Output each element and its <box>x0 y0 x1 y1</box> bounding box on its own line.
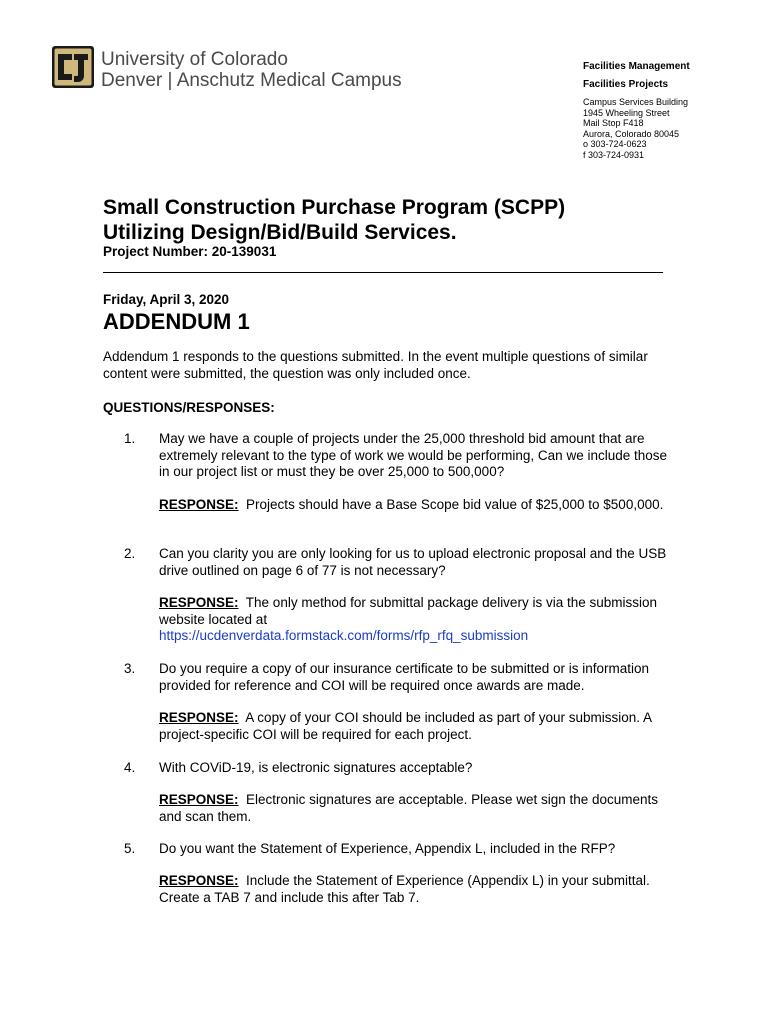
campus-name: Denver | Anschutz Medical Campus <box>101 70 402 91</box>
address-block <box>583 97 688 161</box>
title-line-1: Small Construction Purchase Program (SCPP) <box>103 196 566 219</box>
item-number: 3. <box>124 661 136 676</box>
addendum-title: ADDENDUM 1 <box>103 309 250 334</box>
response-text: Include the Statement of Experience (Appendix L) in your submittal. Create a TAB 7 and include this after Tab 7. <box>159 873 650 905</box>
submission-link[interactable]: https://ucdenverdata.formstack.com/forms/rfp_rfq_submission <box>159 628 529 643</box>
response-text: The only method for submittal package delivery is via the submission website located at <box>159 595 657 627</box>
questions-heading: QUESTIONS/RESPONSES: <box>103 400 275 415</box>
response-label: RESPONSE: <box>159 792 239 807</box>
fax-line: f 303-724-0931 <box>583 149 645 160</box>
address-line: Campus Services Building <box>583 97 689 107</box>
divider <box>103 272 663 273</box>
response-label: RESPONSE: <box>159 873 239 888</box>
document-title <box>103 195 565 245</box>
address-line: Mail Stop F418 <box>583 118 644 129</box>
item-number: 2. <box>124 546 136 561</box>
address-line: 1945 Wheeling Street <box>583 107 670 118</box>
item-number: 5. <box>124 841 136 856</box>
intro-paragraph: Addendum 1 responds to the questions submitted. In the event multiple questions of similar content were submitted, the question was only included once. <box>103 349 648 381</box>
response-label: RESPONSE: <box>159 595 239 610</box>
question-text: May we have a couple of projects under the 25,000 threshold bid amount that are extremely relevant to the type of work we would be performing, Can we include those in our project list or must they be over 25,000 to 500,000? <box>159 431 668 479</box>
response-text: A copy of your COI should be included as part of your submission. A project-specific COI will be required for each project. <box>159 710 652 742</box>
title-line-2: Utilizing Design/Bid/Build Services. <box>103 221 457 244</box>
question-text: Do you want the Statement of Experience, Appendix L, included in the RFP? <box>159 841 616 856</box>
university-name: University of Colorado <box>101 49 288 70</box>
response-block <box>159 710 679 743</box>
response-block <box>159 595 679 645</box>
question-text: Do you require a copy of our insurance certificate to be submitted or is information provided for reference and COI will be required once awards are made. <box>159 661 649 693</box>
response-label: RESPONSE: <box>159 497 239 512</box>
response-text: Electronic signatures are acceptable. Please wet sign the documents and scan them. <box>159 792 659 824</box>
group-name: Facilities Projects <box>583 79 669 90</box>
address-line: Aurora, Colorado 80045 <box>583 128 680 139</box>
project-number: Project Number: 20-139031 <box>103 244 277 259</box>
question-text: With COViD-19, is electronic signatures acceptable? <box>159 760 473 775</box>
phone-line: o 303-724-0623 <box>583 139 647 150</box>
document-date: Friday, April 3, 2020 <box>103 292 230 307</box>
response-label: RESPONSE: <box>159 710 239 725</box>
response-text: Projects should have a Base Scope bid value of $25,000 to $500,000. <box>246 497 664 512</box>
response-block <box>159 497 679 514</box>
response-block <box>159 873 679 906</box>
response-block <box>159 792 679 825</box>
question-text: Can you clarity you are only looking for us to upload electronic proposal and the USB drive outlined on page 6 of 77 is not necessary? <box>159 546 667 578</box>
cu-logo-icon <box>52 46 94 88</box>
department-name: Facilities Management <box>583 61 690 72</box>
item-number: 1. <box>124 431 136 446</box>
item-number: 4. <box>124 760 136 775</box>
